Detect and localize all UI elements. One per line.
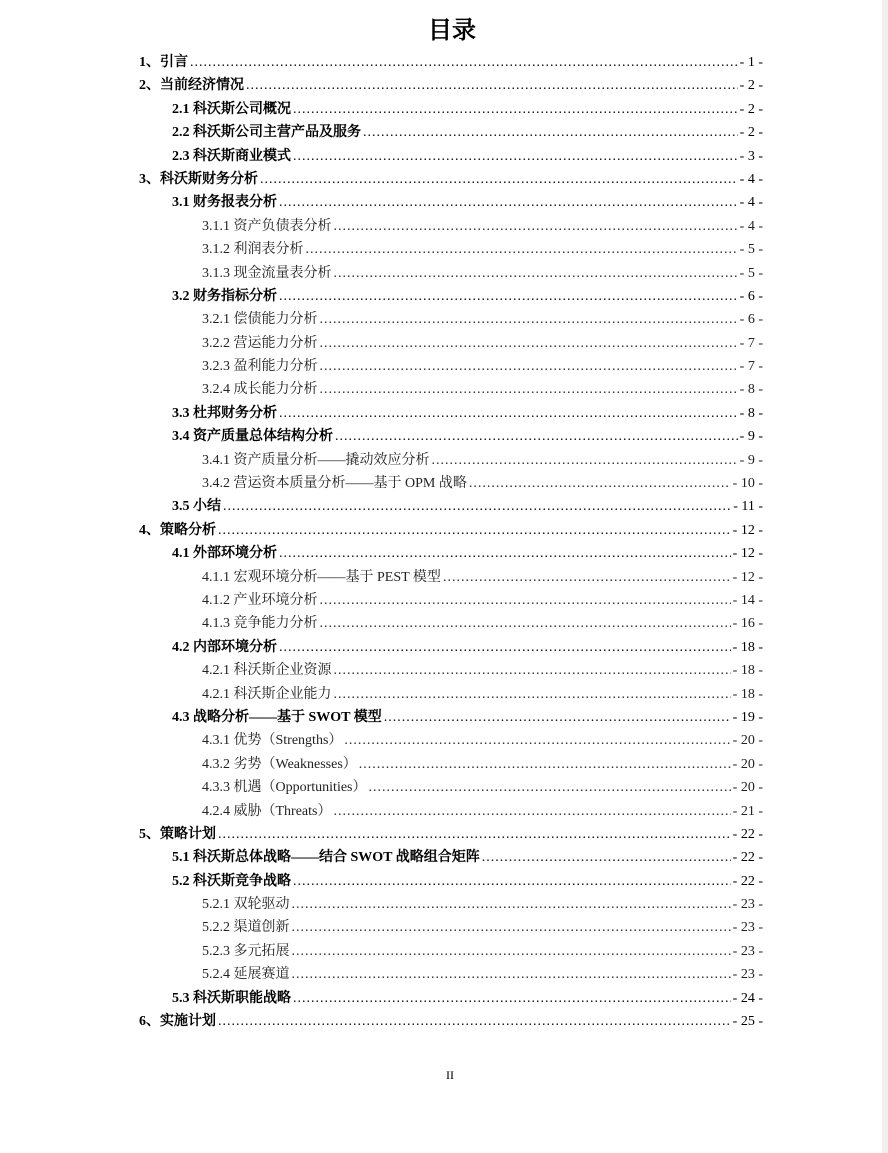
toc-entry[interactable]	[139, 589, 763, 612]
toc-entry-label: 4.2.1 科沃斯企业能力	[202, 686, 332, 702]
toc-title: 目录	[428, 16, 476, 44]
toc-entry-label: 5.2.4 延展赛道	[202, 967, 290, 983]
toc-entry-page: - 3 -	[739, 148, 763, 164]
toc-entry[interactable]	[139, 940, 763, 963]
toc-entry-page: - 25 -	[732, 1014, 763, 1030]
toc-entry-page: - 4 -	[739, 195, 763, 211]
toc-entry-page: - 4 -	[739, 218, 763, 234]
dot-leader	[292, 893, 731, 916]
dot-leader	[344, 729, 730, 752]
toc-entry-label: 5.2.3 多元拓展	[202, 943, 290, 959]
toc-entry-page: - 7 -	[739, 335, 763, 351]
toc-entry-page: - 20 -	[732, 780, 763, 796]
dot-leader	[334, 683, 731, 706]
toc-entry-label: 3.2 财务指标分析	[172, 288, 277, 304]
toc-entry-page: - 8 -	[739, 382, 763, 398]
dot-leader	[246, 74, 738, 97]
toc-entry-page: - 2 -	[739, 125, 763, 141]
toc-entry[interactable]	[139, 215, 763, 238]
toc-entry-page: - 4 -	[739, 171, 763, 187]
toc-entry-label: 4.3.3 机遇（Opportunities）	[202, 780, 367, 796]
dot-leader	[218, 1010, 731, 1033]
toc-entry-page: - 14 -	[732, 592, 763, 608]
toc-entry-page: - 18 -	[732, 663, 763, 679]
toc-entry-page: - 1 -	[739, 55, 763, 70]
toc-entry-label: 6、实施计划	[139, 1014, 216, 1030]
dot-leader	[384, 706, 731, 729]
toc-entry-page: - 22 -	[732, 850, 763, 866]
toc-entry[interactable]	[139, 98, 763, 121]
toc-entry[interactable]	[139, 51, 763, 74]
dot-leader	[293, 145, 738, 168]
toc-entry-page: - 10 -	[732, 476, 763, 492]
toc-entry[interactable]	[139, 191, 763, 214]
dot-leader	[320, 589, 731, 612]
toc-entry-page: - 2 -	[739, 101, 763, 117]
dot-leader	[320, 308, 738, 331]
toc-entry[interactable]	[139, 636, 763, 659]
toc-entry[interactable]	[139, 425, 763, 448]
toc-entry-label: 5.3 科沃斯职能战略	[172, 990, 291, 1006]
dot-leader	[292, 940, 731, 963]
toc-entry-label: 3.4 资产质量总体结构分析	[172, 429, 333, 445]
toc-entry-label: 5.1 科沃斯总体战略——结合 SWOT 战略组合矩阵	[172, 850, 480, 866]
toc-entry-label: 4.2.1 科沃斯企业资源	[202, 663, 332, 679]
dot-leader	[279, 542, 731, 565]
dot-leader	[320, 612, 731, 635]
toc-entry-page: - 12 -	[732, 546, 763, 562]
toc-entry-label: 3.5 小结	[172, 499, 221, 515]
table-of-contents	[139, 51, 763, 1033]
toc-entry[interactable]	[139, 519, 763, 542]
toc-entry[interactable]	[139, 355, 763, 378]
toc-entry[interactable]	[139, 74, 763, 97]
dot-leader	[292, 963, 731, 986]
toc-entry[interactable]	[139, 378, 763, 401]
toc-entry-page: - 22 -	[732, 826, 763, 842]
dot-leader	[223, 495, 731, 518]
toc-entry-label: 4.3.1 优势（Strengths）	[202, 733, 343, 749]
dot-leader	[292, 916, 731, 939]
toc-entry-label: 3.2.2 营运能力分析	[202, 335, 318, 351]
toc-entry-page: - 18 -	[732, 639, 763, 655]
toc-entry[interactable]	[139, 308, 763, 331]
dot-leader	[320, 332, 738, 355]
toc-entry[interactable]	[139, 987, 763, 1010]
toc-entry-page: - 12 -	[732, 569, 763, 585]
toc-entry-label: 4.1.2 产业环境分析	[202, 592, 318, 608]
toc-entry[interactable]	[139, 168, 763, 191]
toc-entry-label: 4.3 战略分析——基于 SWOT 模型	[172, 709, 382, 725]
toc-entry[interactable]	[139, 870, 763, 893]
toc-entry-page: - 23 -	[732, 967, 763, 983]
page-number-footer: II	[446, 1068, 454, 1082]
toc-entry-page: - 9 -	[739, 452, 763, 468]
dot-leader	[279, 191, 738, 214]
toc-entry[interactable]	[139, 893, 763, 916]
dot-leader	[306, 238, 738, 261]
toc-entry[interactable]	[139, 800, 763, 823]
dot-leader	[279, 636, 731, 659]
toc-entry[interactable]	[139, 729, 763, 752]
toc-entry[interactable]	[139, 823, 763, 846]
toc-entry-label: 4.1.3 竞争能力分析	[202, 616, 318, 632]
toc-entry-page: - 16 -	[732, 616, 763, 632]
toc-entry[interactable]	[139, 753, 763, 776]
toc-entry[interactable]	[139, 659, 763, 682]
toc-entry-page: - 20 -	[732, 733, 763, 749]
toc-entry-page: - 11 -	[733, 499, 763, 515]
dot-leader	[218, 519, 731, 542]
toc-entry[interactable]	[139, 612, 763, 635]
toc-entry-page: - 8 -	[739, 405, 763, 421]
toc-entry[interactable]	[139, 706, 763, 729]
dot-leader	[334, 215, 738, 238]
toc-entry-page: - 12 -	[732, 522, 763, 538]
toc-entry-label: 5.2 科沃斯竞争战略	[172, 873, 291, 889]
toc-entry-label: 3.2.1 偿债能力分析	[202, 312, 318, 328]
toc-entry-page: - 5 -	[739, 265, 763, 281]
dot-leader	[443, 566, 731, 589]
dot-leader	[369, 776, 731, 799]
toc-entry-page: - 7 -	[739, 359, 763, 375]
dot-leader	[279, 402, 738, 425]
toc-entry-label: 3.1 财务报表分析	[172, 195, 277, 211]
dot-leader	[260, 168, 738, 191]
toc-entry-page: - 2 -	[739, 78, 763, 94]
toc-entry-label: 4.3.2 劣势（Weaknesses）	[202, 756, 357, 772]
toc-entry-page: - 20 -	[732, 756, 763, 772]
dot-leader	[363, 121, 738, 144]
toc-entry-label: 3.3 杜邦财务分析	[172, 405, 277, 421]
toc-entry[interactable]	[139, 1010, 763, 1033]
toc-entry-page: - 18 -	[732, 686, 763, 702]
dot-leader	[279, 285, 738, 308]
toc-entry-label: 3.1.2 利润表分析	[202, 242, 304, 258]
toc-entry[interactable]	[139, 963, 763, 986]
toc-entry-page: - 19 -	[732, 709, 763, 725]
toc-entry-label: 5.2.2 渠道创新	[202, 920, 290, 936]
toc-entry-label: 3.4.1 资产质量分析——撬动效应分析	[202, 452, 430, 468]
toc-entry[interactable]	[139, 121, 763, 144]
toc-entry-label: 5、策略计划	[139, 826, 216, 842]
dot-leader	[335, 425, 738, 448]
toc-entry-label: 4.2 内部环境分析	[172, 639, 277, 655]
toc-entry[interactable]	[139, 472, 763, 495]
toc-entry-page: - 24 -	[732, 990, 763, 1006]
toc-entry[interactable]	[139, 916, 763, 939]
toc-entry-page: - 6 -	[739, 312, 763, 328]
dot-leader	[334, 262, 738, 285]
toc-entry-label: 4.1 外部环境分析	[172, 546, 277, 562]
toc-entry[interactable]	[139, 566, 763, 589]
toc-entry[interactable]	[139, 683, 763, 706]
dot-leader	[334, 659, 731, 682]
toc-entry-label: 4.2.4 威胁（Threats）	[202, 803, 332, 819]
toc-entry[interactable]	[139, 285, 763, 308]
toc-entry-label: 5.2.1 双轮驱动	[202, 897, 290, 913]
toc-entry[interactable]	[139, 402, 763, 425]
dot-leader	[482, 846, 731, 869]
dot-leader	[293, 98, 738, 121]
toc-entry-label: 3.2.3 盈利能力分析	[202, 359, 318, 375]
toc-entry-label: 2.2 科沃斯公司主营产品及服务	[172, 125, 361, 141]
dot-leader	[293, 870, 731, 893]
dot-leader	[320, 378, 738, 401]
toc-entry[interactable]	[139, 449, 763, 472]
toc-entry-label: 2、当前经济情况	[139, 78, 244, 94]
dot-leader	[218, 823, 731, 846]
toc-entry-label: 3.1.3 现金流量表分析	[202, 265, 332, 281]
dot-leader	[320, 355, 738, 378]
toc-entry-page: - 9 -	[739, 429, 763, 445]
toc-entry-page: - 5 -	[739, 242, 763, 258]
toc-entry-page: - 23 -	[732, 943, 763, 959]
toc-entry-label: 4.1.1 宏观环境分析——基于 PEST 模型	[202, 569, 441, 585]
toc-entry-page: - 23 -	[732, 897, 763, 913]
toc-entry[interactable]	[139, 542, 763, 565]
toc-entry[interactable]	[139, 238, 763, 261]
toc-entry-page: - 21 -	[732, 803, 763, 819]
toc-entry-label: 2.1 科沃斯公司概况	[172, 101, 291, 117]
toc-entry[interactable]	[139, 332, 763, 355]
toc-entry-label: 3、科沃斯财务分析	[139, 171, 258, 187]
toc-entry-page: - 22 -	[732, 873, 763, 889]
toc-entry[interactable]	[139, 495, 763, 518]
toc-entry-label: 3.2.4 成长能力分析	[202, 382, 318, 398]
toc-entry[interactable]	[139, 145, 763, 168]
toc-entry[interactable]	[139, 846, 763, 869]
toc-entry[interactable]	[139, 262, 763, 285]
dot-leader	[359, 753, 731, 776]
dot-leader	[469, 472, 731, 495]
dot-leader	[190, 51, 738, 74]
dot-leader	[432, 449, 738, 472]
toc-entry-label: 1、引言	[139, 55, 188, 70]
toc-entry-page: - 23 -	[732, 920, 763, 936]
toc-entry-page: - 6 -	[739, 288, 763, 304]
dot-leader	[333, 800, 730, 823]
dot-leader	[293, 987, 731, 1010]
toc-entry[interactable]	[139, 776, 763, 799]
toc-entry-label: 2.3 科沃斯商业模式	[172, 148, 291, 164]
toc-entry-label: 3.1.1 资产负债表分析	[202, 218, 332, 234]
toc-entry-label: 3.4.2 营运资本质量分析——基于 OPM 战略	[202, 476, 467, 492]
toc-entry-label: 4、策略分析	[139, 522, 216, 538]
